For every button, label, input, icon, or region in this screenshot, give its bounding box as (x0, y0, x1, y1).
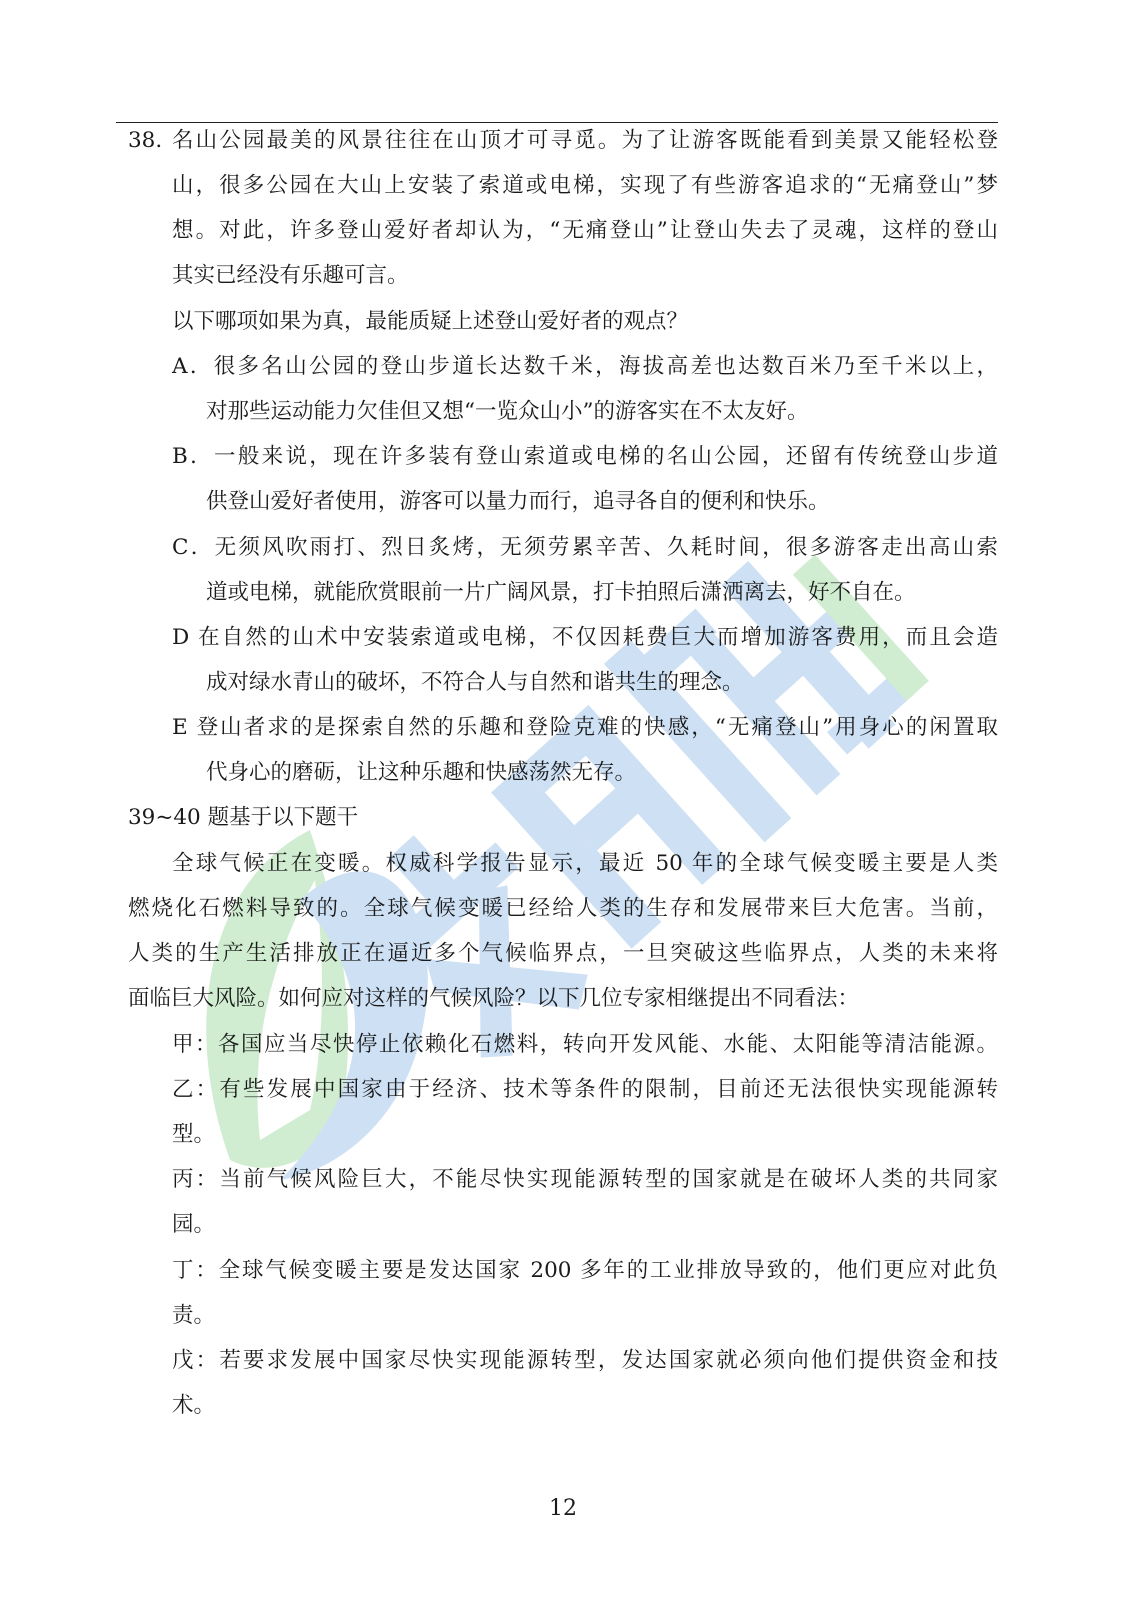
question-stem-line: 名山公园最美的风景往往在山顶才可寻觅。为了让游客既能看到美景又能轻松登 (172, 128, 998, 153)
passage-line: 全球气候正在变暖。权威科学报告显示，最近 50 年的全球气候变暖主要是人类 (172, 851, 998, 876)
question-prompt: 以下哪项如果为真，最能质疑上述登山爱好者的观点？ (172, 309, 689, 334)
option-b-line1: B．一般来说，现在许多装有登山索道或电梯的名山公园，还留有传统登山步道 (172, 444, 998, 469)
page-number: 12 (549, 1496, 577, 1521)
option-a-line2: 对那些运动能力欠佳但又想“一览众山小”的游客实在不太友好。 (206, 399, 809, 424)
expert-view-wu-line2: 术。 (172, 1393, 216, 1418)
option-c-line2: 道或电梯，就能欣赏眼前一片广阔风景，打卡拍照后潇洒离去，好不自在。 (206, 580, 916, 605)
option-e-line2: 代身心的磨砺，让这种乐趣和快感荡然无存。 (206, 760, 637, 785)
expert-view-bing-line2: 园。 (172, 1212, 216, 1237)
expert-view-ding-line1: 丁：全球气候变暖主要是发达国家 200 多年的工业排放导致的，他们更应对此负 (172, 1258, 998, 1283)
option-d-line1: D 在自然的山术中安装索道或电梯，不仅因耗费巨大而增加游客费用，而且会造 (172, 625, 998, 650)
option-a-line1: A．很多名山公园的登山步道长达数千米，海拔高差也达数百米乃至千米以上， (172, 354, 998, 379)
option-d-line2: 成对绿水青山的破坏，不符合人与自然和谐共生的理念。 (206, 670, 744, 695)
expert-view-jia: 甲：各国应当尽快停止依赖化石燃料，转向开发风能、水能、太阳能等清洁能源。 (172, 1032, 998, 1057)
expert-view-bing-line1: 丙：当前气候风险巨大，不能尽快实现能源转型的国家就是在破坏人类的共同家 (172, 1167, 998, 1192)
question-stem-line: 想。对此，许多登山爱好者却认为，“无痛登山”让登山失去了灵魂，这样的登山 (172, 218, 998, 243)
question-stem-line: 其实已经没有乐趣可言。 (172, 263, 409, 288)
option-e-line1: E 登山者求的是探索自然的乐趣和登险克难的快感，“无痛登山”用身心的闲置取 (172, 715, 998, 740)
passage-line: 人类的生产生活排放正在逼近多个气候临界点，一旦突破这些临界点，人类的未来将 (128, 941, 998, 966)
expert-view-ding-line2: 责。 (172, 1303, 216, 1328)
section-heading: 39~40 题基于以下题干 (128, 805, 359, 830)
passage-line: 面临巨大风险。如何应对这样的气候风险？以下几位专家相继提出不同看法： (128, 986, 860, 1011)
question-stem-line: 山，很多公园在大山上安装了索道或电梯，实现了有些游客追求的“无痛登山”梦 (172, 173, 998, 198)
expert-view-yi-line2: 型。 (172, 1122, 216, 1147)
option-b-line2: 供登山爱好者使用，游客可以量力而行，追寻各自的便利和快乐。 (206, 489, 830, 514)
expert-view-wu-line1: 戊：若要求发展中国家尽快实现能源转型，发达国家就必须向他们提供资金和技 (172, 1348, 998, 1373)
question-number: 38. (128, 128, 163, 153)
expert-view-yi-line1: 乙：有些发展中国家由于经济、技术等条件的限制，目前还无法很快实现能源转 (172, 1077, 998, 1102)
option-c-line1: C．无须风吹雨打、烈日炙烤，无须劳累辛苦、久耗时间，很多游客走出高山索 (172, 535, 998, 560)
passage-line: 燃烧化石燃料导致的。全球气候变暖已经给人类的生存和发展带来巨大危害。当前， (128, 896, 998, 921)
